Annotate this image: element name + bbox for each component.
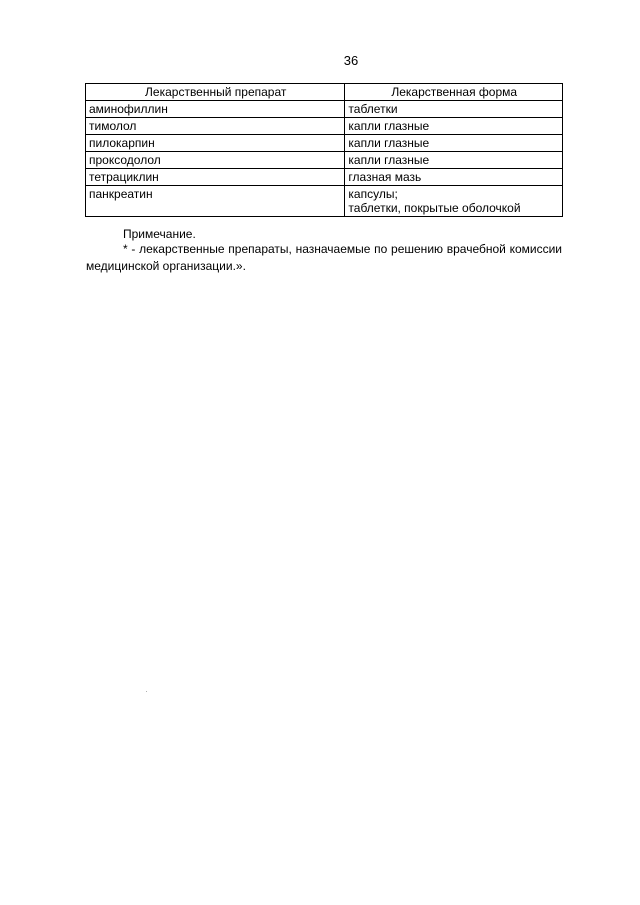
form-line: таблетки, покрытые оболочкой <box>348 201 521 215</box>
table-row <box>86 101 563 118</box>
drug-cell: тетрациклин <box>86 169 345 186</box>
form-line: капли глазные <box>348 136 430 150</box>
form-cell <box>345 169 563 186</box>
scan-speck <box>146 691 147 692</box>
drug-table <box>85 83 563 217</box>
form-cell <box>345 118 563 135</box>
table-row <box>86 118 563 135</box>
table-row <box>86 186 563 217</box>
form-cell <box>345 152 563 169</box>
table-header-row <box>86 84 563 101</box>
form-line: капсулы; <box>348 187 398 201</box>
form-line: глазная мазь <box>348 170 422 184</box>
drug-cell: пилокарпин <box>86 135 345 152</box>
column-header-form: Лекарственная форма <box>345 84 563 101</box>
form-line: капли глазные <box>348 153 430 167</box>
form-line: капли глазные <box>348 119 430 133</box>
table-row <box>86 169 563 186</box>
form-line: таблетки <box>348 102 398 116</box>
note-title: Примечание. <box>123 227 196 241</box>
note-text: * - лекарственные препараты, назначаемые по решению врачебной комиссии медицинской организации.». <box>86 242 562 273</box>
table-row <box>86 135 563 152</box>
drug-cell: тимолол <box>86 118 345 135</box>
drug-cell: аминофиллин <box>86 101 345 118</box>
page-number: 36 <box>343 53 359 68</box>
form-cell <box>345 101 563 118</box>
column-header-drug: Лекарственный препарат <box>86 84 345 101</box>
drug-cell: панкреатин <box>86 186 345 217</box>
form-cell <box>345 135 563 152</box>
form-cell <box>345 186 563 217</box>
table-row <box>86 152 563 169</box>
drug-cell: проксодолол <box>86 152 345 169</box>
